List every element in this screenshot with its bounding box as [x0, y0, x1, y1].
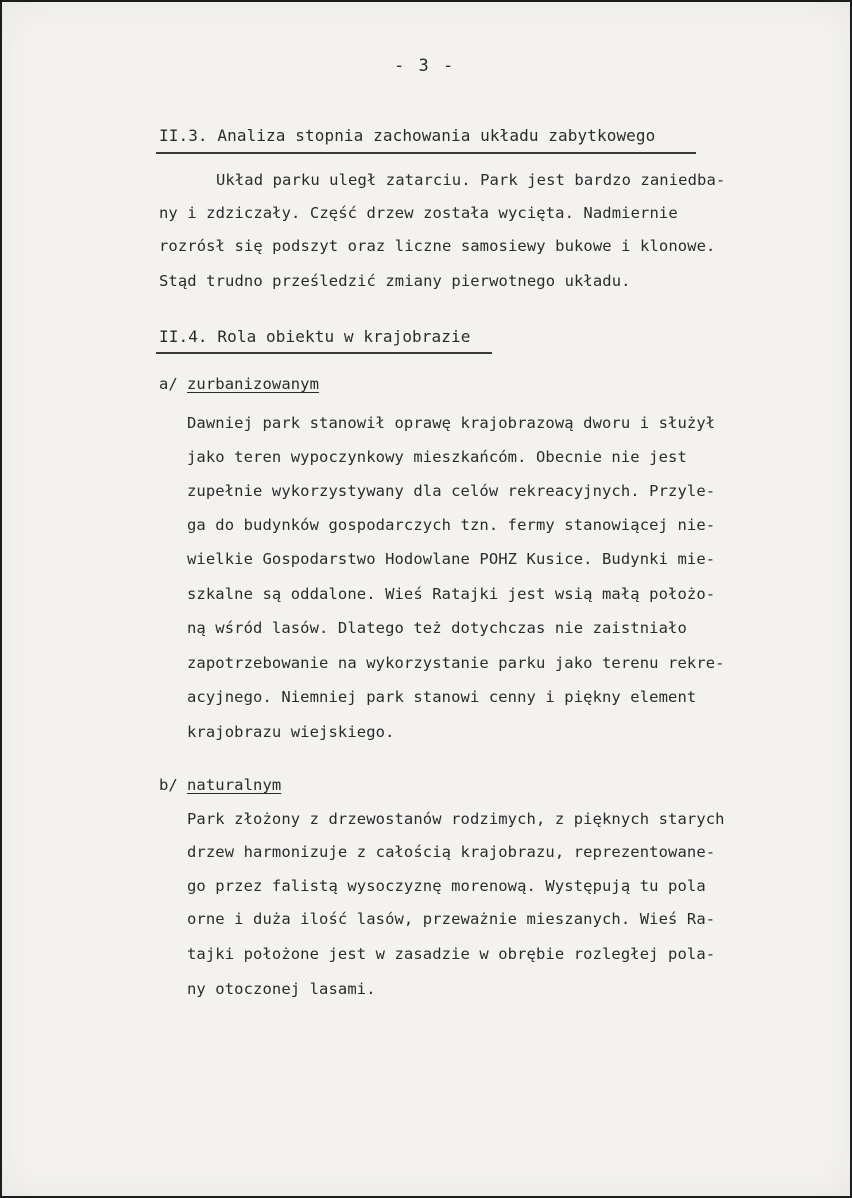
section-4-heading: II.4. Rola obiektu w krajobrazie: [159, 327, 471, 346]
subsection-b-line-2: drzew harmonizuje z całością krajobrazu, reprezentowane-: [187, 843, 716, 861]
subsection-a-line-8: zapotrzebowanie na wykorzystanie parku jako terenu rekre-: [187, 654, 725, 672]
subsection-a-line-10: krajobrazu wiejskiego.: [187, 723, 395, 741]
subsection-a-line-7: ną wśród lasów. Dlatego też dotychczas nie zaistniało: [187, 619, 687, 637]
section-3-line-3: rozrósł się podszyt oraz liczne samosiewy bukowe i klonowe.: [159, 237, 716, 255]
subsection-a-line-6: szkalne są oddalone. Wieś Ratajki jest wsią małą położo-: [187, 585, 716, 603]
section-3-line-1: Układ parku uległ zatarciu. Park jest bardzo zaniedba-: [216, 171, 726, 189]
subsection-a-line-9: acyjnego. Niemniej park stanowi cenny i piękny element: [187, 688, 697, 706]
subsection-a-line-4: ga do budynków gospodarczych tzn. fermy stanowiącej nie-: [187, 516, 716, 534]
subsection-a-marker: a/: [159, 375, 178, 393]
subsection-a-line-3: zupełnie wykorzystywany dla celów rekreacyjnych. Przyle-: [187, 482, 716, 500]
section-4-heading-rule: [156, 352, 492, 354]
section-3-line-2: ny i zdziczały. Część drzew została wycięta. Nadmiernie: [159, 204, 678, 222]
section-3-heading: II.3. Analiza stopnia zachowania układu zabytkowego: [159, 126, 656, 145]
subsection-b-line-3: go przez falistą wysoczyznę morenową. Występują tu pola: [187, 877, 706, 895]
subsection-b-marker: b/: [159, 776, 178, 794]
subsection-b-line-5: tajki położone jest w zasadzie w obrębie rozległej pola-: [187, 945, 716, 963]
section-3-line-4: Stąd trudno prześledzić zmiany pierwotnego układu.: [159, 272, 631, 290]
subsection-b-title: naturalnym: [187, 776, 282, 794]
subsection-b-line-6: ny otoczonej lasami.: [187, 980, 376, 998]
subsection-a-line-2: jako teren wypoczynkowy mieszkańcóm. Obecnie nie jest: [187, 448, 687, 466]
subsection-b-line-1: Park złożony z drzewostanów rodzimych, z pięknych starych: [187, 810, 725, 828]
section-3-heading-rule: [156, 152, 696, 154]
subsection-a-title: zurbanizowanym: [187, 375, 320, 393]
subsection-b-line-4: orne i duża ilość lasów, przeważnie mieszanych. Wieś Ra-: [187, 910, 716, 928]
subsection-a-line-5: wielkie Gospodarstwo Hodowlane POHZ Kusice. Budynki mie-: [187, 550, 716, 568]
subsection-a-line-1: Dawniej park stanowił oprawę krajobrazową dworu i służył: [187, 414, 716, 432]
page-number: - 3 -: [394, 56, 456, 76]
